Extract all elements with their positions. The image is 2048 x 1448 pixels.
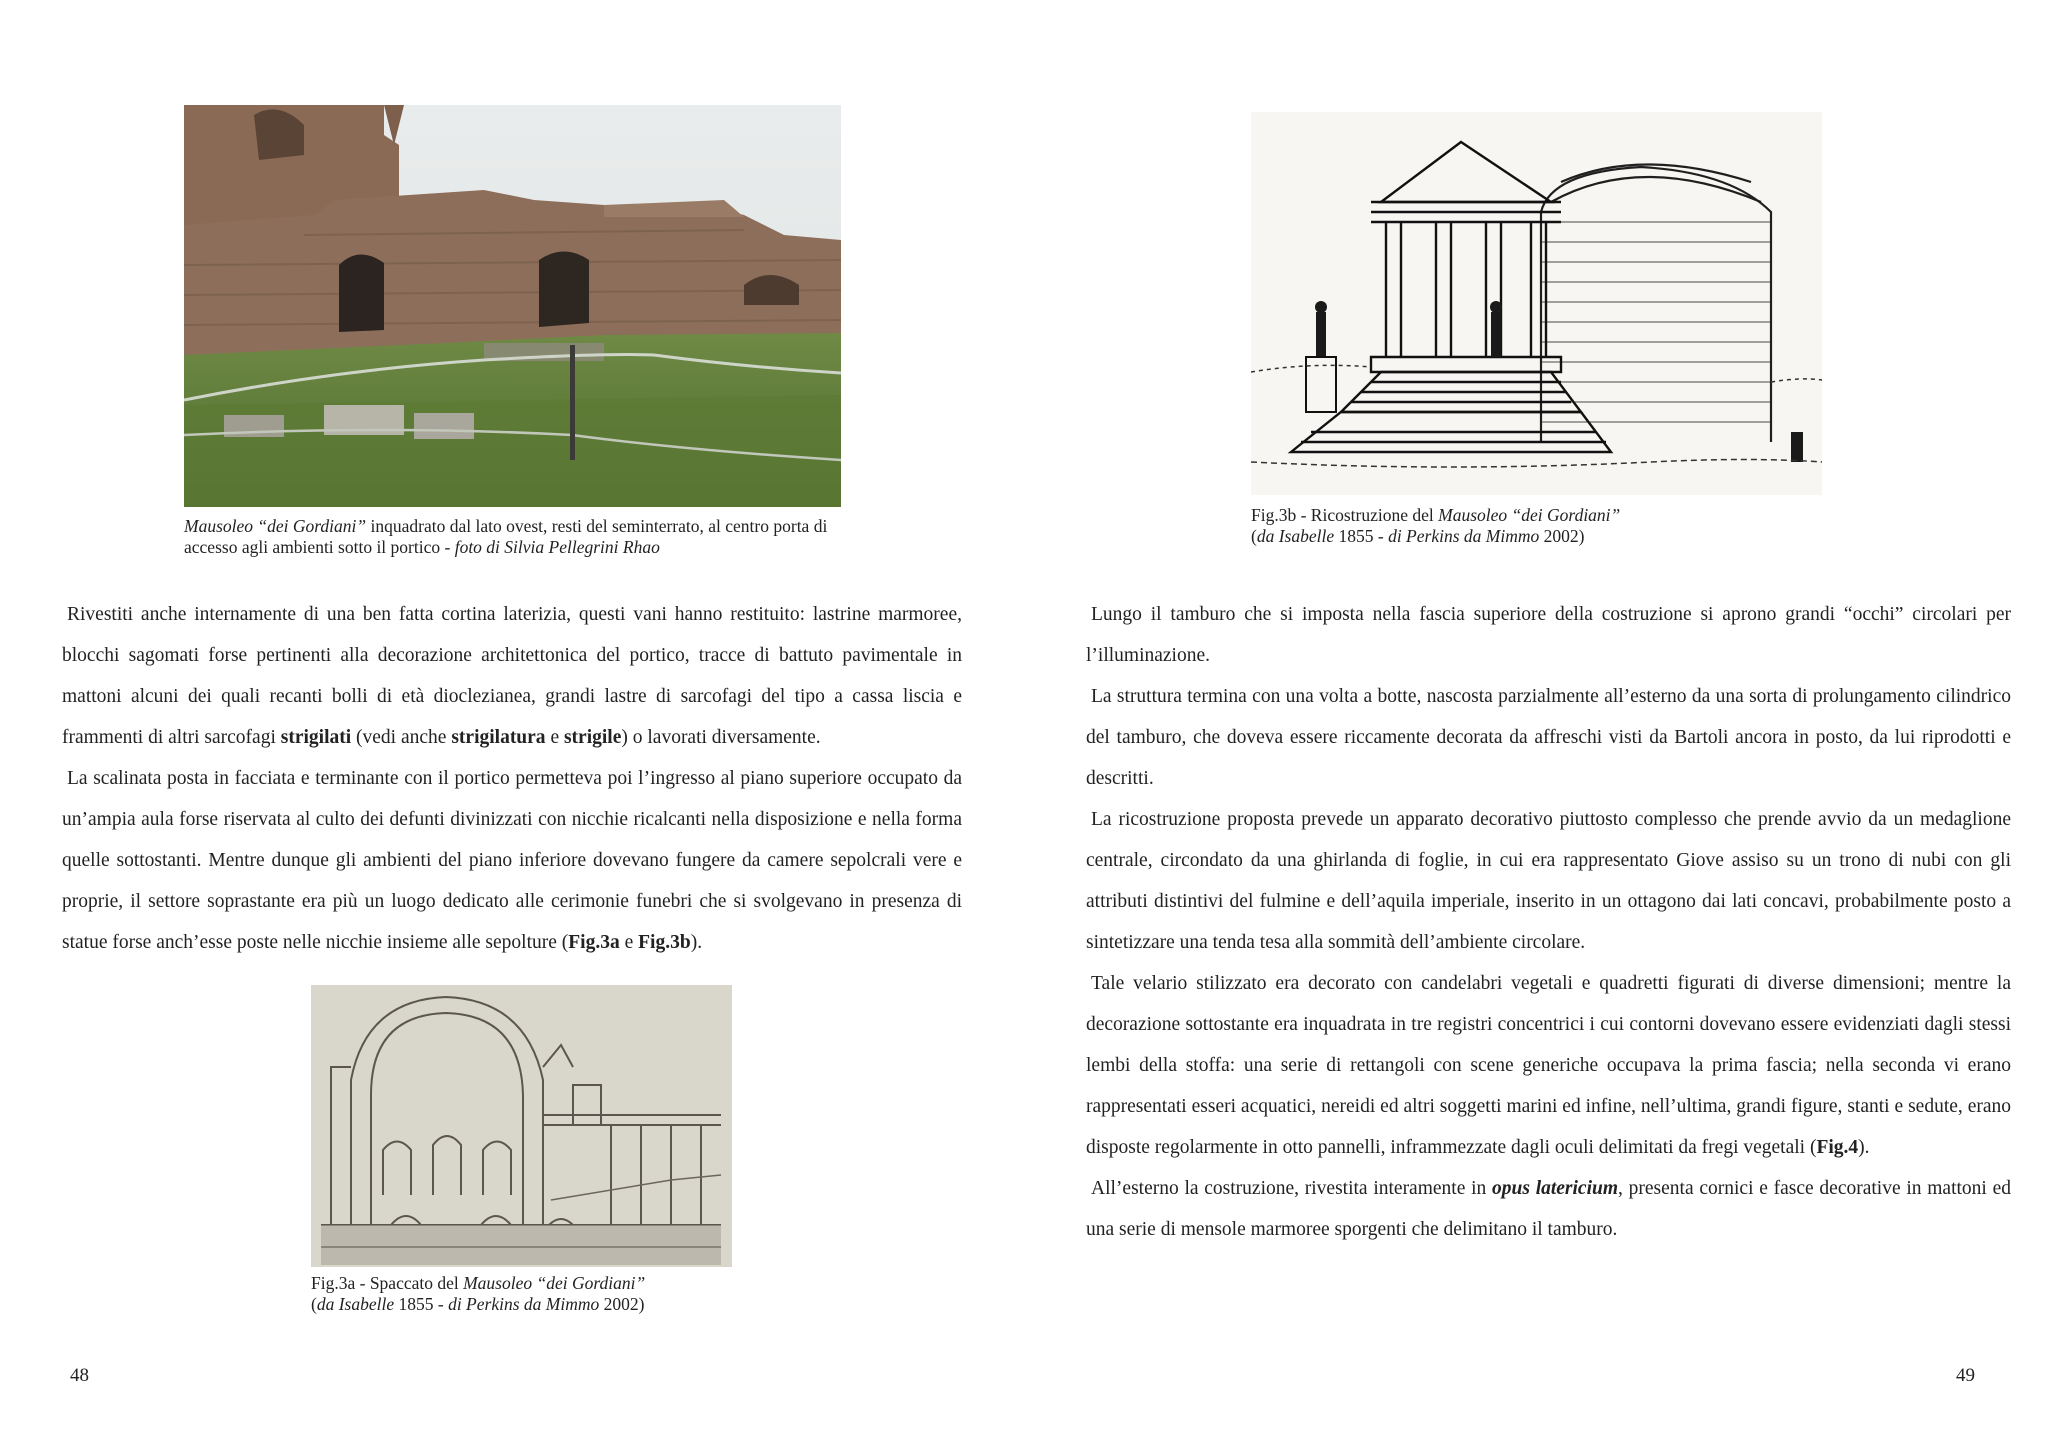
fig3b-caption bbox=[1251, 505, 1811, 547]
left-p1-text-2: (vedi anche bbox=[351, 727, 452, 748]
right-p5-text-1: All’esterno la costruzione, rivestita interamente in bbox=[1091, 1178, 1493, 1199]
right-paragraph-1: Lungo il tamburo che si imposta nella fascia superiore della costruzione si aprono grandi “occhi” circolari per l’illuminazione. bbox=[1086, 604, 2011, 666]
left-p1-text-4: ) o lavorati diversamente. bbox=[621, 727, 821, 748]
fig3b-caption-label: Fig.3b - Ricostruzione del bbox=[1251, 505, 1439, 525]
left-p1-text-1: Rivestiti anche internamente di una ben fatta cortina laterizia, questi vani hanno restituito: lastrine marmoree, blocchi sagomati forse pertinenti alla decorazione architettonica del portico, tracce di battuto pavimentale in mattoni alcuni dei quali recanti bolli di età dioclezianea, grandi lastre di sarcofagi del tipo a cassa liscia e frammenti di altri sarcofagi bbox=[62, 604, 962, 748]
ref-fig3a: Fig.3a bbox=[568, 932, 620, 953]
right-p4-text-2: ). bbox=[1858, 1137, 1870, 1158]
right-p5-text-2: , presenta cornici e fasce decorative in mattoni ed una serie di mensole marmoree sporgenti che delimitano il tamburo. bbox=[1086, 1178, 2011, 1240]
fig3b-caption-title: Mausoleo “dei Gordiani” bbox=[1438, 505, 1621, 525]
fig3b-graphic bbox=[1251, 112, 1822, 495]
fig3a-graphic bbox=[311, 985, 732, 1267]
fig3b-caption-year: 1855 - bbox=[1334, 526, 1389, 546]
term-strigilati: strigilati bbox=[280, 727, 352, 748]
fig3b-reconstruction-drawing bbox=[1251, 112, 1822, 495]
fig3b-caption-line-1 bbox=[1251, 505, 1811, 526]
photo-caption-text: inquadrato dal lato ovest, resti del seminterrato, al centro porta di accesso agli ambienti sotto il portico - bbox=[184, 516, 828, 557]
left-body-text bbox=[62, 594, 962, 963]
right-paragraph-5 bbox=[1086, 1168, 2011, 1250]
term-strigile: strigile bbox=[563, 727, 622, 748]
left-p2-text-2: e bbox=[619, 932, 639, 953]
left-paragraph-1 bbox=[62, 594, 962, 758]
page-number-right: 49 bbox=[1956, 1365, 1975, 1386]
fig3b-caption-close: 2002) bbox=[1539, 526, 1585, 546]
right-p4-text-1: Tale velario stilizzato era decorato con candelabri vegetali e quadretti figurati di diverse dimensioni; mentre la decorazione sottostante era inquadrata in tre registri concentrici i cui contorni dovevano essere evidenziati dagli stessi lembi della stoffa: una serie di rettangoli con scene generiche occupava la prima fascia; nella seconda vi erano rappresentati esseri acquatici, nereidi ed altri soggetti marini ed infine, nell’ultima, grandi figure, stanti e sedute, erano disposte regolarmente in otto pannelli, inframmezzate dagli oculi delimitati da fregi vegetali ( bbox=[1086, 973, 2011, 1158]
term-opus-latericium: opus latericium bbox=[1492, 1178, 1619, 1199]
right-paragraph-4 bbox=[1086, 963, 2011, 1168]
fig3a-caption-source: da Isabelle bbox=[316, 1294, 395, 1314]
left-paragraph-2 bbox=[62, 758, 962, 963]
fig3b-caption-open: ( bbox=[1251, 526, 1257, 546]
fig3a-caption bbox=[311, 1273, 751, 1315]
right-body-text bbox=[1086, 594, 2011, 1250]
term-strigilatura: strigilatura bbox=[451, 727, 546, 748]
right-paragraph-2: La struttura termina con una volta a botte, nascosta parzialmente all’esterno da una sorta di prolungamento cilindrico del tamburo, che doveva essere riccamente decorata da affreschi visti da Bartoli ancora in posto, da lui riprodotti e descritti. bbox=[1086, 686, 2011, 789]
ruins-photo bbox=[184, 105, 841, 507]
fig3a-caption-line-1 bbox=[311, 1273, 751, 1294]
ruins-photo-graphic bbox=[184, 105, 841, 507]
page-number-left: 48 bbox=[70, 1365, 89, 1386]
photo-caption-title: Mausoleo “dei Gordiani” bbox=[184, 516, 367, 536]
fig3a-section-drawing bbox=[311, 985, 732, 1267]
fig3a-caption-label: Fig.3a - Spaccato del bbox=[311, 1273, 464, 1293]
fig3a-caption-close: 2002) bbox=[599, 1294, 645, 1314]
fig3a-caption-year: 1855 - bbox=[394, 1294, 449, 1314]
fig3a-caption-author: di Perkins da Mimmo bbox=[448, 1294, 600, 1314]
right-paragraph-3: La ricostruzione proposta prevede un apparato decorativo piuttosto complesso che prende avvio da un medaglione centrale, circondato da una ghirlanda di foglie, in cui era rappresentato Giove assiso su un trono di nubi con gli attributi distintivi del fulmine e dell’aquila imperiale, inserito in un ottagono dai lati concavi, probabilmente posto a sintetizzare una tenda tesa alla sommità dell’ambiente circolare. bbox=[1086, 809, 2011, 953]
left-p2-text-1: La scalinata posta in facciata e terminante con il portico permetteva poi l’ingresso al piano superiore occupato da un’ampia aula forse riservata al culto dei defunti divinizzati con nicchie ricalcanti nella disposizione e nella forma quelle sottostanti. Mentre dunque gli ambienti del piano inferiore dovevano fungere da camere sepolcrali vere e proprie, il settore soprastante era più un luogo dedicato alle cerimonie funebri che si svolgevano in presenza di statue forse anch’esse poste nelle nicchie insieme alle sepolture ( bbox=[62, 768, 962, 953]
photo-caption-credit: foto di Silvia Pellegrini Rhao bbox=[454, 537, 660, 557]
ref-fig3b: Fig.3b bbox=[638, 932, 691, 953]
photo-caption bbox=[184, 516, 834, 558]
fig3a-caption-line-2 bbox=[311, 1294, 751, 1315]
ref-fig4: Fig.4 bbox=[1816, 1137, 1859, 1158]
fig3b-caption-line-2 bbox=[1251, 526, 1811, 547]
fig3a-caption-title: Mausoleo “dei Gordiani” bbox=[463, 1273, 646, 1293]
fig3a-caption-open: ( bbox=[311, 1294, 317, 1314]
fig3b-caption-source: da Isabelle bbox=[1256, 526, 1335, 546]
right-page bbox=[1024, 0, 2048, 1448]
left-p2-text-3: ). bbox=[690, 932, 703, 953]
fig3b-caption-author: di Perkins da Mimmo bbox=[1388, 526, 1540, 546]
left-p1-text-3: e bbox=[545, 727, 564, 748]
